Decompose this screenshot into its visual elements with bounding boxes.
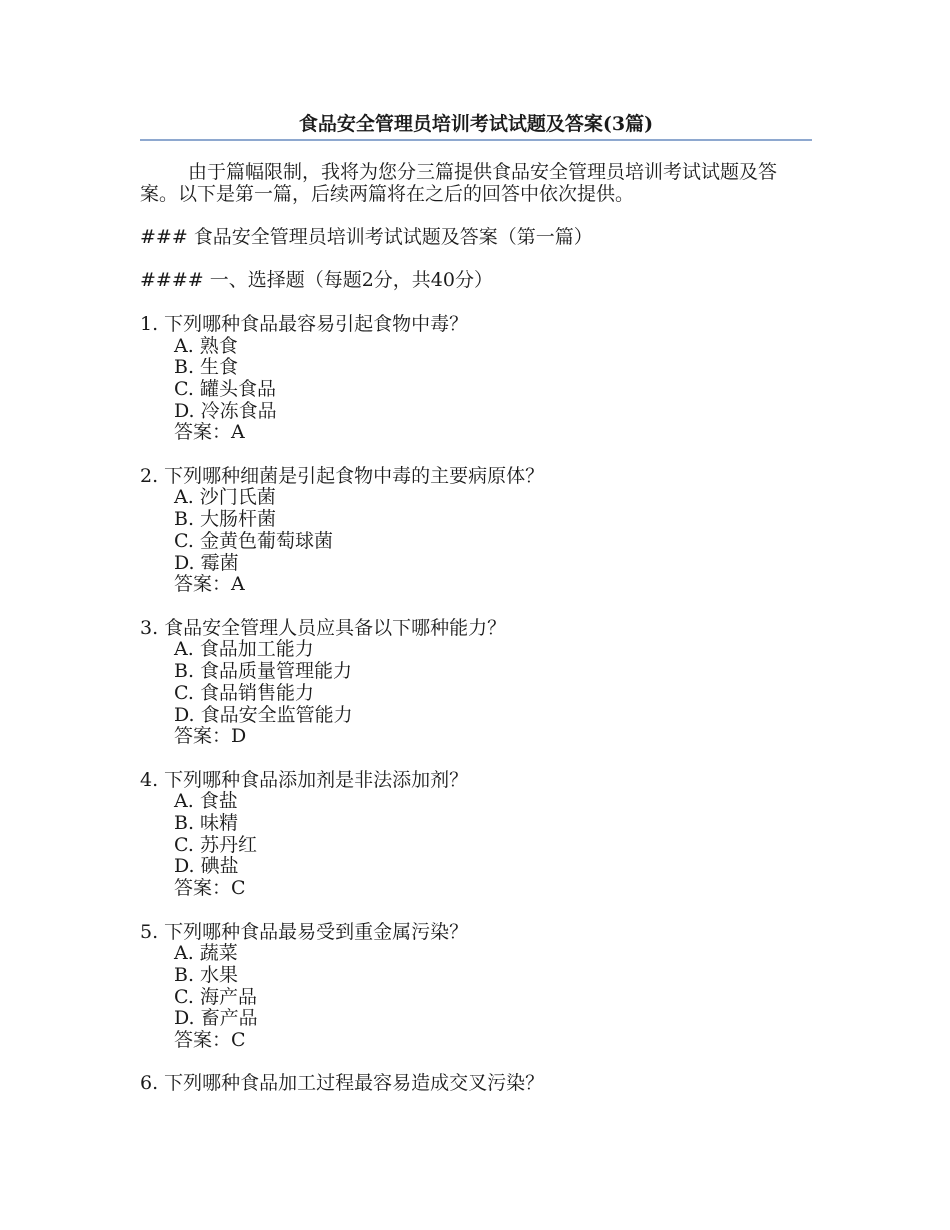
question-text: 5. 下列哪种食品最易受到重金属污染？ [140,920,469,943]
question-text: 6. 下列哪种食品加工过程最容易造成交叉污染？ [140,1072,545,1095]
answer-option: D. 冷冻食品 [174,399,277,422]
question-item [140,1073,812,1095]
section-heading: ### 食品安全管理员培训考试试题及答案（第一篇） [140,226,593,249]
answer-option: A. 蔬菜 [174,942,238,965]
answer-option: B. 食品质量管理能力 [174,660,353,683]
document-body [140,162,812,1117]
answer-option: A. 食盐 [174,790,238,813]
document-title: 食品安全管理员培训考试试题及答案(3篇) [298,113,654,135]
answer-option: B. 生食 [174,356,239,379]
answer-option: A. 食品加工能力 [174,638,314,661]
answer-option: C. 海产品 [174,985,257,1008]
answer-key: 答案：A [174,573,245,596]
question-text: 2. 下列哪种细菌是引起食物中毒的主要病原体？ [140,464,545,487]
question-list [140,314,812,1095]
question-item [140,618,812,748]
answer-key: 答案：C [174,877,246,900]
answer-option: B. 大肠杆菌 [174,508,277,531]
answer-option: D. 碘盐 [174,855,239,878]
answer-option: C. 食品销售能力 [174,681,314,704]
question-item [140,314,812,444]
answer-option: D. 食品安全监管能力 [174,703,353,726]
question-text: 4. 下列哪种食品添加剂是非法添加剂？ [140,768,469,791]
subsection-heading: #### 一、选择题（每题2分，共40分） [140,269,493,292]
answer-option: D. 畜产品 [174,1007,258,1030]
question-item [140,922,812,1052]
answer-option: D. 霉菌 [174,551,239,574]
answer-option: A. 熟食 [174,334,238,357]
question-text: 1. 下列哪种食品最容易引起食物中毒？ [140,312,469,335]
answer-option: C. 苏丹红 [174,833,257,856]
answer-option: A. 沙门氏菌 [174,486,276,509]
answer-option: B. 水果 [174,963,239,986]
title-underline [140,139,812,141]
question-item [140,466,812,596]
intro-paragraph: 由于篇幅限制，我将为您分三篇提供食品安全管理员培训考试试题及答案。以下是第一篇，后续两篇将在之后的回答中依次提供。 [140,161,778,205]
question-text: 3. 食品安全管理人员应具备以下哪种能力？ [140,616,507,639]
answer-key: 答案：D [174,725,247,748]
question-item [140,770,812,900]
answer-option: C. 金黄色葡萄球菌 [174,529,333,552]
answer-option: C. 罐头食品 [174,377,276,400]
answer-key: 答案：A [174,421,245,444]
answer-option: B. 味精 [174,812,239,834]
answer-key: 答案：C [174,1029,246,1052]
